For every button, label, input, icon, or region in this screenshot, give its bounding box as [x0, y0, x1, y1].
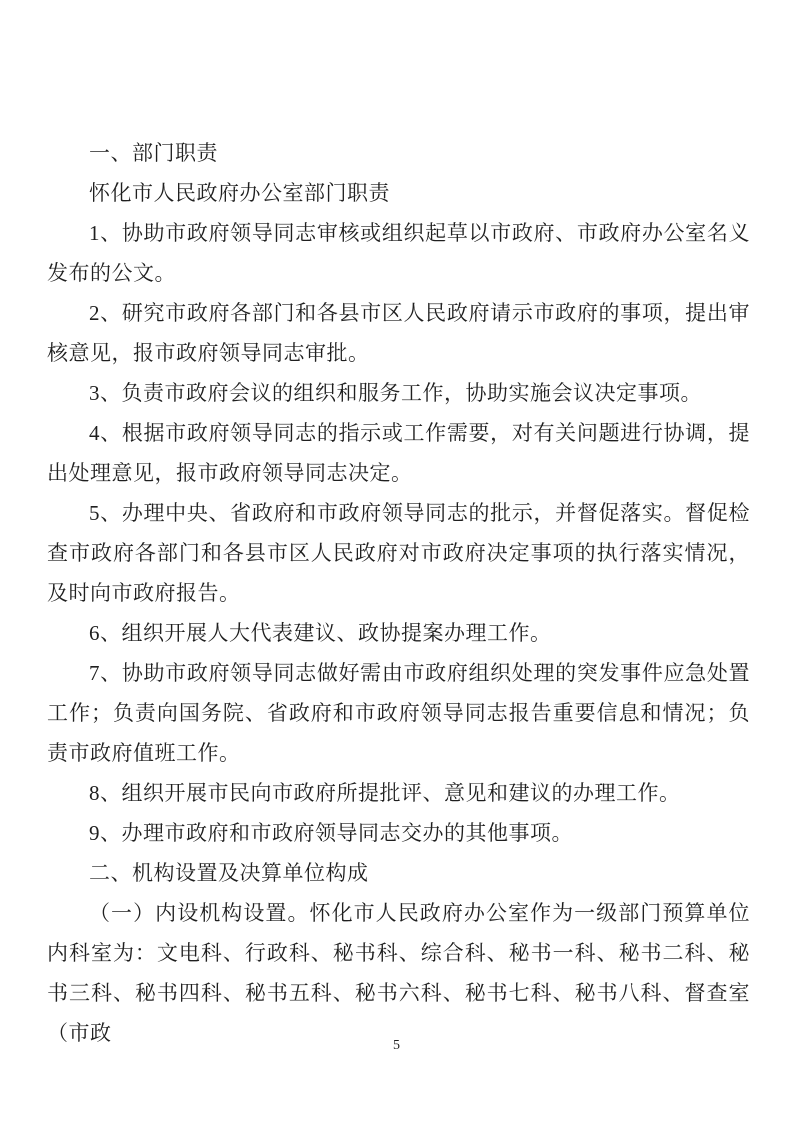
- paragraph: 1、协助市政府领导同志审核或组织起草以市政府、市政府办公室名义发布的公文。: [47, 221, 750, 285]
- paragraph: 5、办理中央、省政府和市政府领导同志的批示，并督促落实。督促检查市政府各部门和各县市区人民政府对市政府决定事项的执行落实情况，及时向市政府报告。: [47, 501, 750, 605]
- paragraph: 3、负责市政府会议的组织和服务工作，协助实施会议决定事项。: [89, 381, 702, 405]
- section-heading: 一、部门职责: [89, 141, 218, 165]
- paragraph: 2、研究市政府各部门和各县市区人民政府请示市政府的事项，提出审核意见，报市政府领导同志审批。: [47, 301, 750, 365]
- section-subheading: 怀化市人民政府办公室部门职责: [89, 181, 390, 205]
- paragraph: （一）内设机构设置。怀化市人民政府办公室作为一级部门预算单位内科室为：文电科、行政科、秘书科、综合科、秘书一科、秘书二科、秘书三科、秘书四科、秘书五科、秘书六科、秘书七科、秘书八科、督查室（市政: [47, 901, 750, 1045]
- paragraph: 4、根据市政府领导同志的指示或工作需要，对有关问题进行协调，提出处理意见，报市政府领导同志决定。: [47, 421, 750, 485]
- document-body: [47, 133, 750, 1053]
- page-number: 5: [393, 1038, 400, 1053]
- paragraph: 8、组织开展市民向市政府所提批评、意见和建议的办理工作。: [89, 781, 681, 805]
- paragraph: 7、协助市政府领导同志做好需由市政府组织处理的突发事件应急处置工作；负责向国务院、省政府和市政府领导同志报告重要信息和情况；负责市政府值班工作。: [47, 661, 750, 765]
- paragraph: 6、组织开展人大代表建议、政协提案办理工作。: [89, 621, 552, 645]
- section-heading: 二、机构设置及决算单位构成: [89, 861, 369, 885]
- paragraph: 9、办理市政府和市政府领导同志交办的其他事项。: [89, 821, 573, 845]
